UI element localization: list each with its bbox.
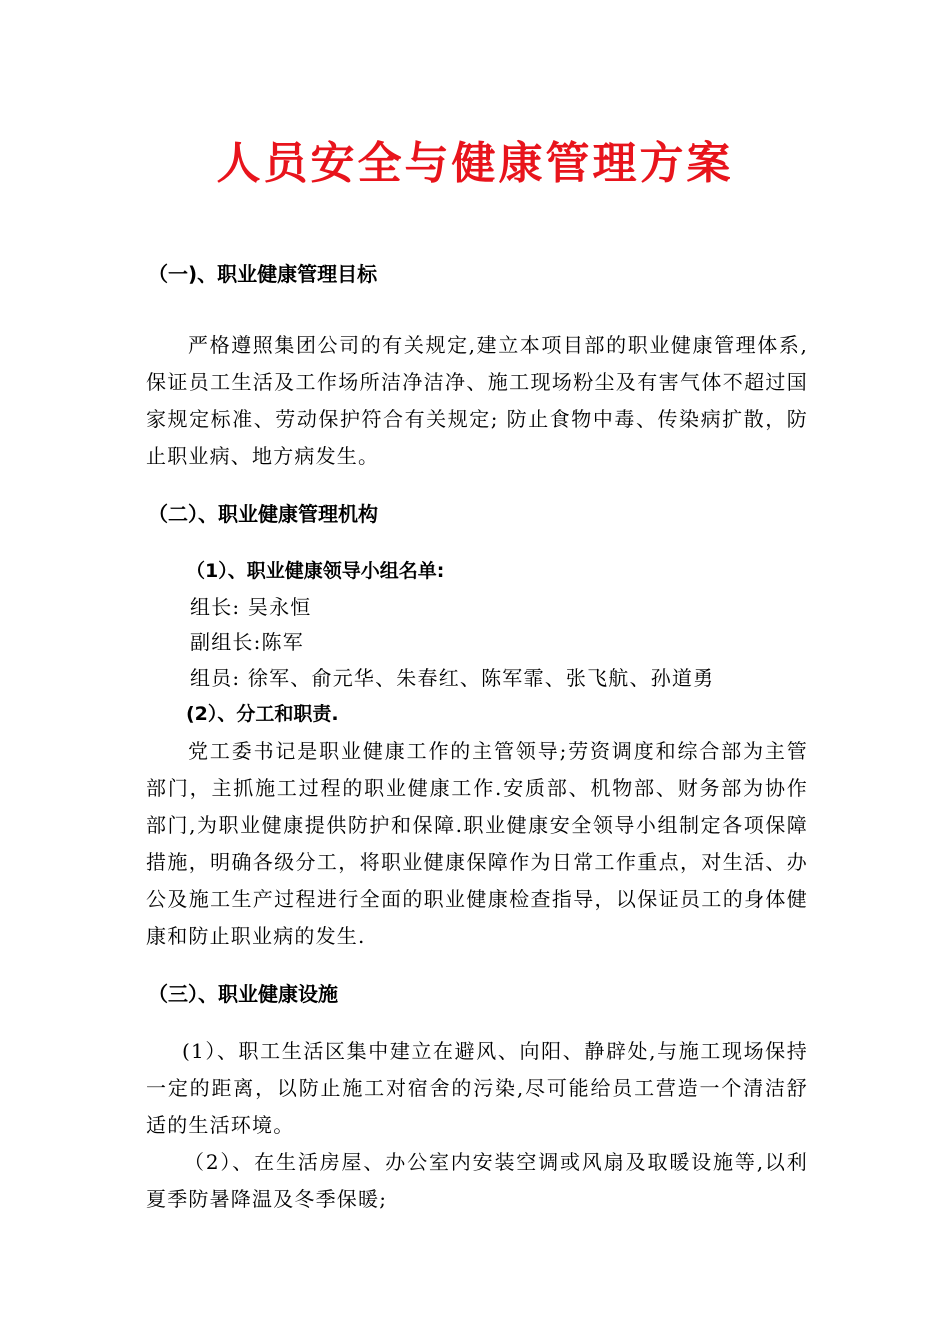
section-2-sub-2: (2）、分工和职责. bbox=[186, 703, 339, 725]
section-1-heading: （一)、职业健康管理目标 bbox=[148, 262, 378, 286]
deputy-line: 副组长:陈军 bbox=[190, 630, 304, 654]
document-title: 人员安全与健康管理方案 bbox=[216, 138, 734, 189]
section-3-item-2: （2）、在生活房屋、办公室内安装空调或风扇及取暖设施等,以利夏季防暑降温及冬季保暖; bbox=[146, 1150, 808, 1211]
section-3-item-1: (1）、职工生活区集中建立在避风、向阳、静辟处,与施工现场保持一定的距离，以防止施工对宿舍的污染,尽可能给员工营造一个清洁舒适的生活环境。 bbox=[146, 1039, 808, 1137]
leader-line: 组长: 吴永恒 bbox=[190, 595, 312, 619]
section-2-sub-1: （1）、职业健康领导小组名单: bbox=[186, 560, 445, 582]
section-2-heading: （二）、职业健康管理机构 bbox=[148, 502, 378, 526]
members-line: 组员: 徐军、俞元华、朱春红、陈军霏、张飞航、孙道勇 bbox=[190, 666, 715, 690]
section-3-heading: （三）、职业健康设施 bbox=[148, 982, 338, 1006]
section-1-paragraph: 严格遵照集团公司的有关规定,建立本项目部的职业健康管理体系,保证员工生活及工作场所洁净洁净、施工现场粉尘及有害气体不超过国家规定标准、劳动保护符合有关规定; 防止食物中毒、传染病扩散，防止职业病、地方病发生。 bbox=[146, 333, 808, 468]
section-2-paragraph: 党工委书记是职业健康工作的主管领导;劳资调度和综合部为主管部门，主抓施工过程的职业健康工作.安质部、机物部、财务部为协作部门,为职业健康提供防护和保障.职业健康安全领导小组制定各项保障措施，明确各级分工，将职业健康保障作为日常工作重点，对生活、办公及施工生产过程进行全面的职业健康检查指导，以保证员工的身体健康和防止职业病的发生. bbox=[146, 739, 808, 948]
